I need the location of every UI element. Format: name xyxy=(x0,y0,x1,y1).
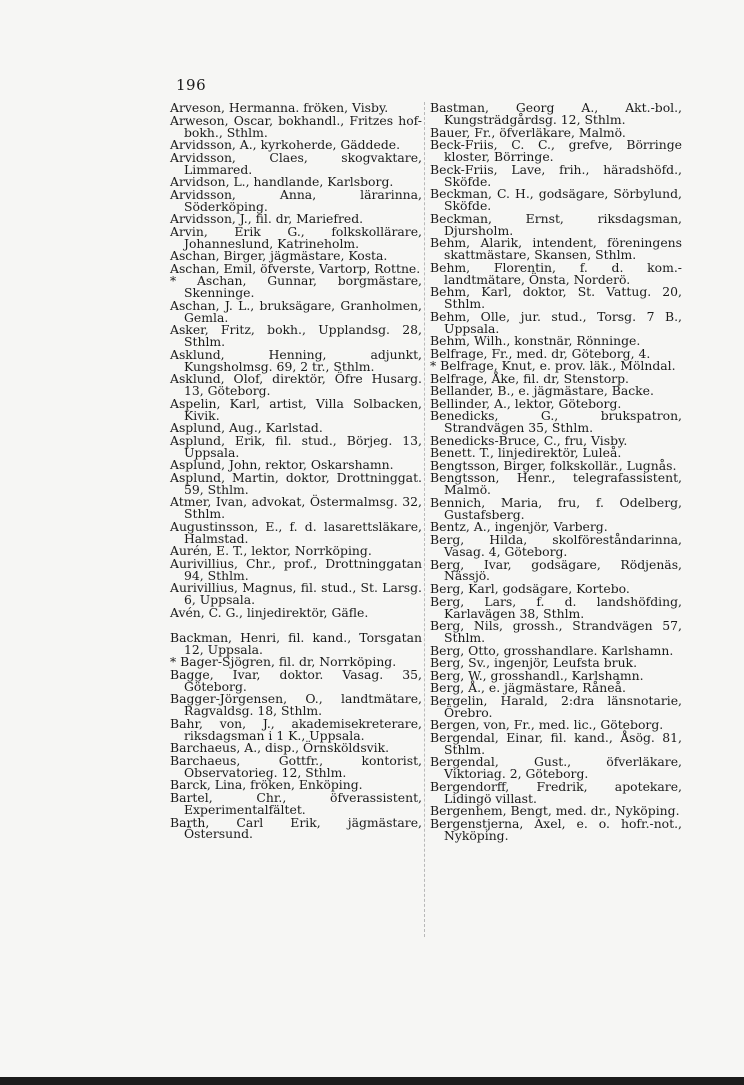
directory-entry: Augustinsson, E., f. d. lasarettsläkare, Halmstad. xyxy=(170,518,422,546)
column-divider xyxy=(424,102,425,937)
directory-entry: Bergenstjerna, Axel, e. o. hofr.-not., Nyköping. xyxy=(430,815,682,843)
directory-entry: Behm, Wilh., konstnär, Rönninge. xyxy=(430,333,641,349)
directory-entry: * Belfrage, Knut, e. prov. läk., Mölndal. xyxy=(430,358,676,374)
right-column xyxy=(430,102,682,842)
directory-entry: Bergen, von, Fr., med. lic., Göteborg. xyxy=(430,717,664,733)
directory-entry: Bagge, Ivar, doktor. Vasag. 35, Göteborg. xyxy=(170,666,422,694)
directory-entry: Bellinder, A., lektor, Göteborg. xyxy=(430,395,622,411)
page-number: 196 xyxy=(176,76,207,94)
directory-entry: Asplund, John, rektor, Oskarshamn. xyxy=(170,457,394,473)
directory-entry: Bahr, von, J., akademisekreterare, riksdagsman i 1 K., Uppsala. xyxy=(170,715,422,743)
directory-entry: Berg, Lars, f. d. landshöfding, Karlavägen 38, Sthlm. xyxy=(430,593,682,621)
directory-entry: Asplund, Aug., Karlstad. xyxy=(170,420,323,436)
directory-entry: Benett. T., linjedirektör, Luleå. xyxy=(430,445,622,461)
directory-entry: Bengtsson, Birger, folkskollär., Lugnås. xyxy=(430,457,677,473)
directory-entry: Bastman, Georg A., Akt.-bol., Kungsträdgårdsg. 12, Sthlm. xyxy=(430,100,682,127)
directory-entry: Arvidsson, A., kyrkoherde, Gäddede. xyxy=(170,137,401,153)
directory-entry: Asklund, Olof, direktör, Öfre Husarg. 13, Göteborg. xyxy=(170,371,422,399)
directory-entry: Atmer, Ivan, advokat, Östermalmsg. 32, Sthlm. xyxy=(170,494,422,522)
directory-entry: Arvidson, L., handlande, Karlsborg. xyxy=(170,174,394,190)
directory-entry: Asklund, Henning, adjunkt, Kungsholmsg. 69, 2 tr., Sthlm. xyxy=(170,346,422,374)
directory-entry: Bengtsson, Henr., telegrafassistent, Malmö. xyxy=(430,470,682,498)
directory-entry: Beck-Friis, C. C., grefve, Börringe kloster, Börringe. xyxy=(430,137,682,164)
directory-entry: Benedicks-Bruce, C., fru, Visby. xyxy=(430,432,628,448)
directory-entry: Bergelin, Harald, 2:dra länsnotarie, Örebro. xyxy=(430,692,682,720)
directory-entry: Bartel, Chr., öfverassistent, Experimentalfältet. xyxy=(170,790,422,817)
directory-entry: Arweson, Oscar, bokhandl., Fritzes hof-bokh., Sthlm. xyxy=(170,112,422,140)
directory-entry: Aurén, E. T., lektor, Norrköping. xyxy=(170,543,372,559)
directory-entry: * Bager-Sjögren, fil. dr, Norrköping. xyxy=(170,654,397,670)
directory-entry: Backman, Henri, fil. kand., Torsgatan 12, Uppsala. xyxy=(170,629,422,657)
directory-entry: Beckman, C. H., godsägare, Sörbylund, Sköfde. xyxy=(430,186,682,213)
directory-entry: Barth, Carl Erik, jägmästare, Östersund. xyxy=(170,814,422,842)
left-column xyxy=(170,102,422,841)
directory-entry: Bellander, B., e. jägmästare, Backe. xyxy=(430,383,654,399)
directory-entry: Beck-Friis, Lave, frih., häradshöfd., Sköfde. xyxy=(430,161,682,189)
directory-entry: Bentz, A., ingenjör, Varberg. xyxy=(430,519,608,535)
directory-entry: Asker, Fritz, bokh., Upplandsg. 28, Sthlm. xyxy=(170,322,422,350)
directory-entry: Barchaeus, A., disp., Örnsköldsvik. xyxy=(170,740,390,756)
directory-entry: Arvidsson, J., fil. dr, Mariefred. xyxy=(170,211,364,227)
directory-entry: Bergendal, Einar, fil. kand., Åsög. 81, Sthlm. xyxy=(430,729,682,757)
directory-entry: Aspelin, Karl, artist, Villa Solbacken, Kivik. xyxy=(170,395,422,423)
directory-entry: Aschan, J. L., bruksägare, Granholmen, Gemla. xyxy=(170,297,422,325)
directory-entry: Berg, Nils, grossh., Strandvägen 57, Sthlm. xyxy=(430,618,682,646)
directory-entry: Behm, Olle, jur. stud., Torsg. 7 B., Uppsala. xyxy=(430,308,682,336)
directory-entry: Barck, Lina, fröken, Enköping. xyxy=(170,777,363,793)
directory-entry: Bauer, Fr., öfverläkare, Malmö. xyxy=(430,124,626,140)
directory-entry: Berg, Hilda, skolföreståndarinna, Vasag. 4, Göteborg. xyxy=(430,532,682,559)
directory-entry: Beckman, Ernst, riksdagsman, Djursholm. xyxy=(430,210,682,238)
directory-entry: Berg, W., grosshandl., Karlshamn. xyxy=(430,667,644,683)
directory-entry: Berg, Å., e. jägmästare, Råneå. xyxy=(430,680,626,696)
directory-entry: Behm, Florentin, f. d. kom.-landtmätare, Önsta, Norderö. xyxy=(430,259,682,287)
directory-entry: Arvidsson, Anna, lärarinna, Söderköping. xyxy=(170,186,422,214)
directory-entry: Berg, Sv., ingenjör, Leufsta bruk. xyxy=(430,655,638,671)
directory-entry: Barchaeus, Gottfr., kontorist, Observatorieg. 12, Sthlm. xyxy=(170,752,422,780)
directory-entry: Behm, Karl, doktor, St. Vattug. 20, Sthlm. xyxy=(430,284,682,311)
directory-entry: Bagger-Jörgensen, O., landtmätare, Ragvaldsg. 18, Sthlm. xyxy=(170,691,422,719)
directory-entry: Behm, Alarik, intendent, föreningens skattmästare, Skansen, Sthlm. xyxy=(430,235,682,262)
directory-entry: Bergendorff, Fredrik, apotekare, Lidingö villast. xyxy=(430,778,682,806)
directory-entry: Berg, Ivar, godsägare, Rödjenäs, Nässjö. xyxy=(430,556,682,584)
directory-entry: Aschan, Emil, öfverste, Vartorp, Rottne. xyxy=(170,260,421,276)
scan-bottom-edge xyxy=(0,1077,744,1085)
directory-entry: Bergendal, Gust., öfverläkare, Viktoriag. 2, Göteborg. xyxy=(430,754,682,782)
directory-entry: Berg, Karl, godsägare, Kortebo. xyxy=(430,581,630,597)
directory-entry: Arvin, Erik G., folkskollärare, Johanneslund, Katrineholm. xyxy=(170,223,422,251)
directory-entry: * Aschan, Gunnar, borgmästare, Skenninge. xyxy=(170,273,422,301)
directory-entry: Arvidsson, Claes, skogvaktare, Limmared. xyxy=(170,149,422,177)
directory-entry: Arveson, Hermanna. fröken, Visby. xyxy=(170,100,389,115)
directory-entry: Belfrage, Åke, fil. dr, Stenstorp. xyxy=(430,370,629,386)
directory-entry: Belfrage, Fr., med. dr, Göteborg, 4. xyxy=(430,345,651,361)
directory-entry: Aurivillius, Chr., prof., Drottninggatan 94, Sthlm. xyxy=(170,555,422,583)
directory-entry: Aschan, Birger, jägmästare, Kosta. xyxy=(170,248,388,264)
directory-entry: Asplund, Erik, fil. stud., Börjeg. 13, Uppsala. xyxy=(170,432,422,460)
directory-entry: Aurivillius, Magnus, fil. stud., St. Larsg. 6, Uppsala. xyxy=(170,580,422,608)
directory-entry: Avén, C. G., linjedirektör, Gäfle. xyxy=(170,604,369,620)
directory-entry: Bergenhem, Bengt, med. dr., Nyköping. xyxy=(430,803,680,819)
directory-entry: Benedicks, G., brukspatron, Strandvägen 35, Sthlm. xyxy=(430,408,682,436)
directory-entry: Asplund, Martin, doktor, Drottninggat. 59, Sthlm. xyxy=(170,469,422,497)
directory-entry: Bennich, Maria, fru, f. Odelberg, Gustafsberg. xyxy=(430,494,682,522)
directory-entry: Berg, Otto, grosshandlare. Karlshamn. xyxy=(430,642,674,658)
